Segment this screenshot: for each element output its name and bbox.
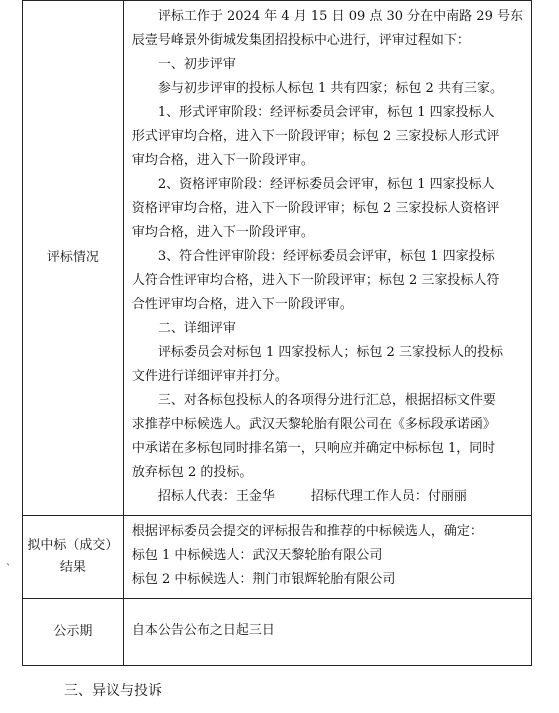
evaluation-line: 评标委员会对标包 1 四家投标人；标包 2 三家投标人的投标 (157, 345, 503, 360)
row-label-result (27, 535, 118, 579)
evaluation-line: 参与初步评审的投标人标包 1 共有四家；标包 2 共有三家。 (157, 81, 503, 96)
label-cell-publicity (23, 599, 124, 666)
evaluation-line: 2、资格评审阶段：经评标委员会评审，标包 1 四家投标人 (157, 177, 495, 192)
evaluation-line: 审均合格，进入下一阶段评审。 (131, 153, 314, 168)
row-label-result-line1: 拟中标（成交） (27, 538, 119, 553)
section-heading-objection: 三、异议与投诉 (64, 683, 162, 699)
evaluation-line: 评标工作于 2024 年 4 月 15 日 09 点 30 分在中南路 29 号东 (157, 9, 523, 24)
evaluation-line: 求推荐中标候选人。武汉天黎轮胎有限公司在《多标段承诺函》 (131, 417, 496, 432)
evaluation-line: 审均合格，进入下一阶段评审。 (131, 225, 314, 240)
result-line: 标包 2 中标候选人：荆门市银辉轮胎有限公司 (131, 572, 396, 587)
evaluation-line: 资格评审均合格，进入下一阶段评审；标包 2 三家投标人资格评 (131, 201, 500, 216)
label-cell-result (23, 516, 124, 599)
agency-staff: 招标代理工作人员：付丽丽 (310, 489, 467, 504)
result-line: 根据评标委员会提交的评标报告和推荐的中标候选人，确定： (131, 524, 483, 539)
table-row-publicity (23, 599, 532, 666)
evaluation-line: 放弃标包 2 的投标。 (131, 465, 253, 480)
evaluation-line: 文件进行详细评审并打分。 (131, 369, 288, 384)
signers-line (132, 485, 523, 509)
section-heading-preliminary: 一、初步评审 (157, 57, 236, 72)
content-cell-publicity (123, 599, 531, 666)
evaluation-line: 中承诺在多标包同时排名第一，只响应并确定中标标包 1，同时 (131, 441, 496, 456)
result-line: 标包 1 中标候选人：武汉天黎轮胎有限公司 (131, 548, 383, 563)
evaluation-line: 辰壹号峰景外街城发集团招投标中心进行，评审过程如下： (131, 33, 470, 48)
evaluation-line: 1、形式评审阶段：经评标委员会评审，标包 1 四家投标人 (157, 105, 495, 120)
publicity-period-text: 自本公告公布之日起三日 (131, 623, 275, 638)
tenderer-representative: 招标人代表：王金华 (157, 489, 275, 504)
table-row-result (23, 516, 532, 599)
evaluation-line: 三、对各标包投标人的各项得分进行汇总，根据招标文件要 (157, 393, 496, 408)
evaluation-table (22, 0, 532, 666)
content-cell-evaluation (123, 1, 531, 516)
row-label-result-line2: 结果 (59, 560, 86, 575)
table-row-evaluation (23, 1, 532, 516)
evaluation-line: 形式评审均合格，进入下一阶段评审；标包 2 三家投标人形式评 (131, 129, 500, 144)
row-label-evaluation: 评标情况 (46, 250, 99, 265)
section-heading-detailed: 二、详细评审 (157, 321, 236, 336)
evaluation-line: 合性评审均合格，进入下一阶段评审。 (131, 297, 353, 312)
content-cell-result (123, 516, 531, 599)
evaluation-line: 3、符合性评审阶段：经评标委员会评审，标包 1 四家投标 (157, 249, 495, 264)
evaluation-line: 人符合性评审均合格，进入下一阶段评审；标包 2 三家投标人符 (131, 273, 500, 288)
label-cell-evaluation (23, 1, 124, 516)
margin-mark: 、 (6, 557, 16, 568)
row-label-publicity: 公示期 (53, 624, 93, 639)
